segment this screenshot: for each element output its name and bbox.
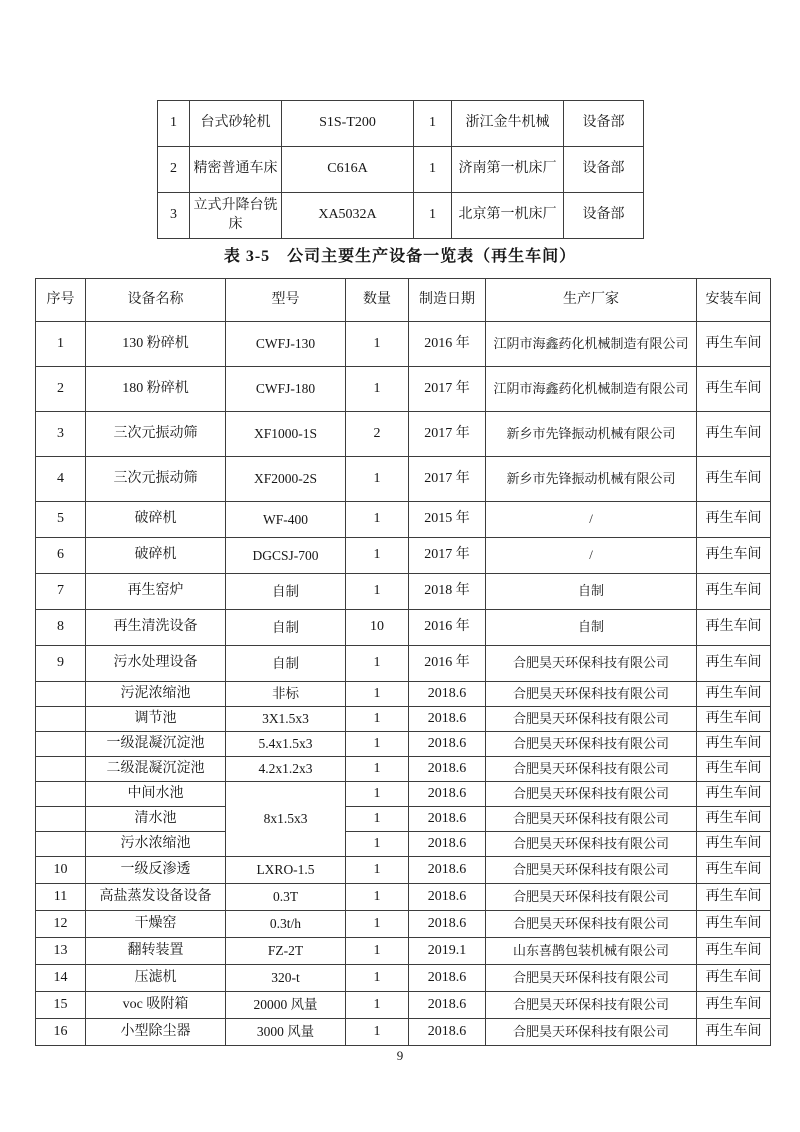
cell-model: 0.3T — [226, 884, 346, 911]
cell-manufacture-date: 2018.6 — [409, 757, 486, 782]
cell-quantity: 1 — [346, 965, 409, 992]
cell-serial: 12 — [36, 911, 86, 938]
cell-workshop: 再生车间 — [697, 832, 771, 857]
cell-workshop: 再生车间 — [697, 884, 771, 911]
cell-equipment-name: 干燥窑 — [86, 911, 226, 938]
cell-workshop: 再生车间 — [697, 574, 771, 610]
cell-manufacture-date: 2015 年 — [409, 502, 486, 538]
cell-equipment-name: 污泥浓缩池 — [86, 682, 226, 707]
cell-model: CWFJ-180 — [226, 367, 346, 412]
cell-workshop: 再生车间 — [697, 965, 771, 992]
table-cell: 设备部 — [564, 101, 644, 147]
cell-serial: 9 — [36, 646, 86, 682]
cell-model: 自制 — [226, 574, 346, 610]
cell-manufacture-date: 2018.6 — [409, 1019, 486, 1046]
cell-manufacturer: 合肥昊天环保科技有限公司 — [486, 646, 697, 682]
cell-equipment-name: 污水浓缩池 — [86, 832, 226, 857]
table-row — [36, 857, 771, 884]
table-caption: 表 3-5 公司主要生产设备一览表（再生车间） — [223, 248, 577, 265]
cell-equipment-name: 二级混凝沉淀池 — [86, 757, 226, 782]
table-row — [36, 574, 771, 610]
cell-manufacturer: 自制 — [486, 610, 697, 646]
cell-serial — [36, 757, 86, 782]
table-cell: 设备部 — [564, 193, 644, 239]
cell-manufacturer: 合肥昊天环保科技有限公司 — [486, 857, 697, 884]
cell-workshop: 再生车间 — [697, 1019, 771, 1046]
table-row — [36, 807, 771, 832]
cell-manufacturer: 合肥昊天环保科技有限公司 — [486, 732, 697, 757]
cell-model: 5.4x1.5x3 — [226, 732, 346, 757]
table-row — [36, 322, 771, 367]
cell-quantity: 1 — [346, 857, 409, 884]
column-header: 数量 — [346, 279, 409, 322]
cell-manufacturer: 新乡市先锋振动机械有限公司 — [486, 457, 697, 502]
table-cell: C616A — [282, 147, 414, 193]
cell-equipment-name: 130 粉碎机 — [86, 322, 226, 367]
table-row — [36, 1019, 771, 1046]
cell-workshop: 再生车间 — [697, 610, 771, 646]
cell-manufacture-date: 2018.6 — [409, 992, 486, 1019]
cell-quantity: 1 — [346, 646, 409, 682]
cell-workshop: 再生车间 — [697, 992, 771, 1019]
cell-quantity: 1 — [346, 502, 409, 538]
table-row — [36, 457, 771, 502]
cell-quantity: 1 — [346, 732, 409, 757]
cell-serial — [36, 832, 86, 857]
cell-equipment-name: 高盐蒸发设备设备 — [86, 884, 226, 911]
cell-manufacturer: 合肥昊天环保科技有限公司 — [486, 807, 697, 832]
cell-workshop: 再生车间 — [697, 367, 771, 412]
cell-serial: 1 — [36, 322, 86, 367]
column-header: 型号 — [226, 279, 346, 322]
cell-model: WF-400 — [226, 502, 346, 538]
cell-equipment-name: 调节池 — [86, 707, 226, 732]
cell-quantity: 1 — [346, 707, 409, 732]
table-row — [36, 707, 771, 732]
cell-model: 20000 风量 — [226, 992, 346, 1019]
cell-quantity: 1 — [346, 457, 409, 502]
table-row — [36, 965, 771, 992]
cell-serial: 14 — [36, 965, 86, 992]
table-row — [36, 732, 771, 757]
table-row — [158, 101, 644, 147]
cell-manufacture-date: 2018.6 — [409, 857, 486, 884]
cell-manufacturer: 合肥昊天环保科技有限公司 — [486, 782, 697, 807]
cell-serial: 10 — [36, 857, 86, 884]
cell-workshop: 再生车间 — [697, 412, 771, 457]
cell-quantity: 1 — [346, 1019, 409, 1046]
cell-equipment-name: 再生清洗设备 — [86, 610, 226, 646]
cell-model: XF2000-2S — [226, 457, 346, 502]
cell-quantity: 1 — [346, 911, 409, 938]
cell-equipment-name: 一级混凝沉淀池 — [86, 732, 226, 757]
table-row — [36, 992, 771, 1019]
table-row — [36, 832, 771, 857]
table-row — [36, 367, 771, 412]
table-cell: XA5032A — [282, 193, 414, 239]
column-header: 安装车间 — [697, 279, 771, 322]
cell-workshop: 再生车间 — [697, 646, 771, 682]
table-row — [36, 682, 771, 707]
cell-quantity: 1 — [346, 832, 409, 857]
cell-equipment-name: 一级反渗透 — [86, 857, 226, 884]
column-header: 制造日期 — [409, 279, 486, 322]
table-row — [36, 610, 771, 646]
cell-manufacturer: 江阴市海鑫药化机械制造有限公司 — [486, 322, 697, 367]
cell-model: 自制 — [226, 610, 346, 646]
cell-model: DGCSJ-700 — [226, 538, 346, 574]
page-number: 9 — [396, 1048, 404, 1063]
cell-model: LXRO-1.5 — [226, 857, 346, 884]
cell-workshop: 再生车间 — [697, 322, 771, 367]
table-cell: 台式砂轮机 — [190, 101, 282, 147]
table-cell: 北京第一机床厂 — [452, 193, 564, 239]
cell-quantity: 1 — [346, 757, 409, 782]
cell-workshop: 再生车间 — [697, 682, 771, 707]
cell-manufacture-date: 2018.6 — [409, 911, 486, 938]
cell-quantity: 1 — [346, 992, 409, 1019]
cell-manufacturer: / — [486, 502, 697, 538]
cell-serial: 11 — [36, 884, 86, 911]
cell-serial — [36, 682, 86, 707]
table-row — [36, 757, 771, 782]
cell-model: CWFJ-130 — [226, 322, 346, 367]
cell-manufacturer: 江阴市海鑫药化机械制造有限公司 — [486, 367, 697, 412]
cell-serial: 6 — [36, 538, 86, 574]
cell-serial: 13 — [36, 938, 86, 965]
cell-model: 8x1.5x3 — [226, 782, 346, 857]
cell-equipment-name: 翻转装置 — [86, 938, 226, 965]
cell-manufacture-date: 2018.6 — [409, 682, 486, 707]
cell-manufacture-date: 2018.6 — [409, 807, 486, 832]
cell-equipment-name: 压滤机 — [86, 965, 226, 992]
cell-quantity: 1 — [346, 938, 409, 965]
cell-manufacturer: 合肥昊天环保科技有限公司 — [486, 884, 697, 911]
main-table-header-row — [36, 279, 771, 322]
cell-manufacture-date: 2017 年 — [409, 412, 486, 457]
cell-serial: 5 — [36, 502, 86, 538]
equipment-table-regen — [35, 278, 771, 1046]
cell-workshop: 再生车间 — [697, 807, 771, 832]
cell-manufacture-date: 2018.6 — [409, 707, 486, 732]
cell-serial — [36, 707, 86, 732]
cell-serial: 15 — [36, 992, 86, 1019]
cell-workshop: 再生车间 — [697, 782, 771, 807]
top-table-body — [158, 101, 644, 239]
cell-manufacturer: / — [486, 538, 697, 574]
cell-workshop: 再生车间 — [697, 502, 771, 538]
cell-manufacturer: 合肥昊天环保科技有限公司 — [486, 992, 697, 1019]
cell-serial: 2 — [36, 367, 86, 412]
cell-manufacture-date: 2016 年 — [409, 322, 486, 367]
cell-model: 4.2x1.2x3 — [226, 757, 346, 782]
cell-serial — [36, 782, 86, 807]
table-cell: 2 — [158, 147, 190, 193]
cell-quantity: 1 — [346, 367, 409, 412]
cell-serial: 4 — [36, 457, 86, 502]
table-cell: 1 — [158, 101, 190, 147]
cell-equipment-name: voc 吸附箱 — [86, 992, 226, 1019]
table-row — [36, 412, 771, 457]
table-cell: 精密普通车床 — [190, 147, 282, 193]
cell-workshop: 再生车间 — [697, 938, 771, 965]
cell-manufacturer: 合肥昊天环保科技有限公司 — [486, 832, 697, 857]
table-row — [158, 147, 644, 193]
cell-workshop: 再生车间 — [697, 538, 771, 574]
cell-equipment-name: 再生窑炉 — [86, 574, 226, 610]
cell-model: 0.3t/h — [226, 911, 346, 938]
column-header: 生产厂家 — [486, 279, 697, 322]
cell-serial: 16 — [36, 1019, 86, 1046]
table-row — [36, 884, 771, 911]
cell-quantity: 1 — [346, 322, 409, 367]
cell-manufacturer: 合肥昊天环保科技有限公司 — [486, 757, 697, 782]
cell-equipment-name: 破碎机 — [86, 502, 226, 538]
cell-manufacture-date: 2019.1 — [409, 938, 486, 965]
cell-equipment-name: 三次元振动筛 — [86, 412, 226, 457]
cell-quantity: 1 — [346, 807, 409, 832]
cell-model: 3X1.5x3 — [226, 707, 346, 732]
table-row — [36, 782, 771, 807]
cell-model: 非标 — [226, 682, 346, 707]
table-cell: 设备部 — [564, 147, 644, 193]
cell-model: XF1000-1S — [226, 412, 346, 457]
cell-quantity: 2 — [346, 412, 409, 457]
cell-manufacture-date: 2018.6 — [409, 832, 486, 857]
cell-manufacture-date: 2018.6 — [409, 884, 486, 911]
cell-equipment-name: 破碎机 — [86, 538, 226, 574]
table-row — [158, 193, 644, 239]
table-cell: 立式升降台铣床 — [190, 193, 282, 239]
cell-manufacture-date: 2018 年 — [409, 574, 486, 610]
equipment-table-dept — [157, 100, 644, 239]
cell-serial — [36, 807, 86, 832]
cell-quantity: 1 — [346, 682, 409, 707]
cell-model: 320-t — [226, 965, 346, 992]
cell-serial — [36, 732, 86, 757]
cell-equipment-name: 清水池 — [86, 807, 226, 832]
cell-workshop: 再生车间 — [697, 911, 771, 938]
cell-serial: 3 — [36, 412, 86, 457]
cell-quantity: 1 — [346, 538, 409, 574]
cell-manufacture-date: 2018.6 — [409, 782, 486, 807]
cell-serial: 7 — [36, 574, 86, 610]
cell-equipment-name: 污水处理设备 — [86, 646, 226, 682]
cell-model: 3000 风量 — [226, 1019, 346, 1046]
cell-manufacturer: 新乡市先锋振动机械有限公司 — [486, 412, 697, 457]
cell-manufacture-date: 2016 年 — [409, 610, 486, 646]
cell-manufacturer: 合肥昊天环保科技有限公司 — [486, 911, 697, 938]
cell-workshop: 再生车间 — [697, 857, 771, 884]
cell-manufacturer: 合肥昊天环保科技有限公司 — [486, 1019, 697, 1046]
cell-quantity: 10 — [346, 610, 409, 646]
cell-model: 自制 — [226, 646, 346, 682]
table-cell: 1 — [414, 193, 452, 239]
cell-workshop: 再生车间 — [697, 757, 771, 782]
cell-manufacture-date: 2017 年 — [409, 538, 486, 574]
column-header: 序号 — [36, 279, 86, 322]
cell-workshop: 再生车间 — [697, 732, 771, 757]
cell-quantity: 1 — [346, 884, 409, 911]
cell-manufacture-date: 2018.6 — [409, 965, 486, 992]
cell-quantity: 1 — [346, 782, 409, 807]
main-table-body — [36, 322, 771, 1046]
cell-manufacture-date: 2017 年 — [409, 367, 486, 412]
table-cell: 1 — [414, 101, 452, 147]
table-row — [36, 646, 771, 682]
cell-equipment-name: 180 粉碎机 — [86, 367, 226, 412]
cell-serial: 8 — [36, 610, 86, 646]
cell-manufacturer: 山东喜鹊包装机械有限公司 — [486, 938, 697, 965]
table-cell: 1 — [414, 147, 452, 193]
column-header: 设备名称 — [86, 279, 226, 322]
cell-equipment-name: 小型除尘器 — [86, 1019, 226, 1046]
cell-manufacture-date: 2018.6 — [409, 732, 486, 757]
table-row — [36, 911, 771, 938]
table-cell: 3 — [158, 193, 190, 239]
table-row — [36, 938, 771, 965]
cell-manufacturer: 合肥昊天环保科技有限公司 — [486, 965, 697, 992]
table-cell: S1S-T200 — [282, 101, 414, 147]
cell-model: FZ-2T — [226, 938, 346, 965]
table-row — [36, 538, 771, 574]
cell-manufacturer: 合肥昊天环保科技有限公司 — [486, 707, 697, 732]
cell-manufacture-date: 2017 年 — [409, 457, 486, 502]
table-cell: 浙江金牛机械 — [452, 101, 564, 147]
cell-manufacturer: 合肥昊天环保科技有限公司 — [486, 682, 697, 707]
cell-workshop: 再生车间 — [697, 707, 771, 732]
cell-workshop: 再生车间 — [697, 457, 771, 502]
table-row — [36, 502, 771, 538]
cell-manufacture-date: 2016 年 — [409, 646, 486, 682]
cell-equipment-name: 中间水池 — [86, 782, 226, 807]
cell-equipment-name: 三次元振动筛 — [86, 457, 226, 502]
cell-manufacturer: 自制 — [486, 574, 697, 610]
table-cell: 济南第一机床厂 — [452, 147, 564, 193]
cell-quantity: 1 — [346, 574, 409, 610]
